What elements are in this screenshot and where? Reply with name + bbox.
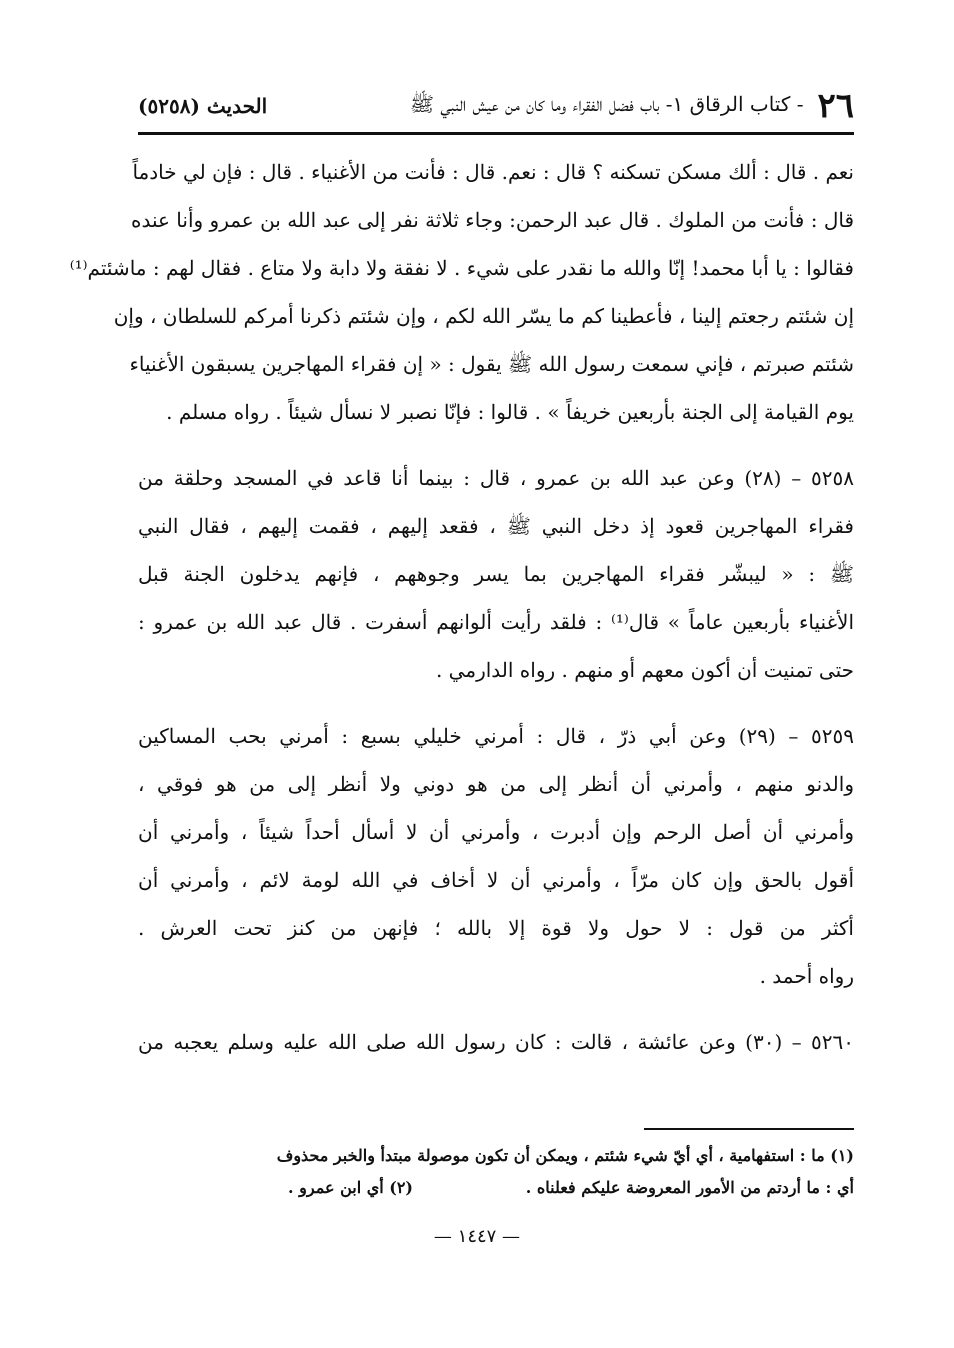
- hadith-5259-line: ٥٢٥٩ – (٢٩) وعن أبي ذرّ ، قال : أمرني خليلي بسبع : أمرني بحب المساكين: [138, 724, 854, 748]
- hadith-5260-line: ٥٢٦٠ – (٣٠) وعن عائشة ، قالت : كان رسول الله صلى الله عليه وسلم يعجبه من: [138, 1030, 854, 1054]
- text-line: الأغنياء بأربعين عاماً » قال⁽¹⁾ : فلقد رأيت ألوانهم أسفرت . قال عبد الله بن عمرو :: [138, 610, 854, 634]
- paragraph-gap: [138, 436, 854, 454]
- text-line: أقول بالحق وإن كان مرّاً ، وأمرني أن لا أخاف في الله لومة لائم ، وأمرني أن: [138, 868, 854, 892]
- text-line: أكثر من قول : لا حول ولا قوة إلا بالله ؛ فإنهن من كنز تحت العرش .: [138, 916, 854, 940]
- chapter-number: ٢٦: [817, 86, 854, 126]
- hadith-reference: الحديث (٥٢٥٨): [138, 94, 268, 118]
- footnote-2: (٢) أي ابن عمرو .: [288, 1178, 413, 1197]
- text-line: إن شئتم رجعتم إلينا ، فأعطينا كم ما يسّر الله لكم ، وإن شئتم ذكرنا أمركم للسلطان ، وإن: [113, 304, 854, 328]
- main-text: [69, 148, 854, 1066]
- text-line: يوم القيامة إلى الجنة بأربعين خريفاً » . قالوا : فإنّا نصبر لا نسأل شيئاً . رواه مسلم .: [166, 400, 854, 424]
- header-divider: [138, 132, 854, 135]
- paragraph-gap: [138, 1000, 854, 1018]
- text-line: رواه أحمد .: [759, 964, 854, 988]
- hadith-5258-line: ٥٢٥٨ – (٢٨) وعن عبد الله بن عمرو ، قال : بينما أنا قاعد في المسجد وحلقة من: [138, 466, 854, 490]
- text-line: نعم . قال : ألك مسكن تسكنه ؟ قال : نعم. قال : فأنت من الأغنياء . قال : فإن لي خادماً: [132, 160, 854, 184]
- footnote-row: [138, 1172, 854, 1204]
- text-line: فقراء المهاجرين قعود إذ دخل النبي ﷺ ، فقعد إليهم ، فقمت إليهم ، فقال النبي: [138, 514, 854, 538]
- text-line: حتى تمنيت أن أكون معهم أو منهم . رواه الدارمي .: [435, 658, 854, 682]
- paragraph-gap: [138, 694, 854, 712]
- text-line: قال : فأنت من الملوك . قال عبد الرحمن: وجاء ثلاثة نفر إلى عبد الله بن عمرو وأنا عنده: [131, 208, 854, 232]
- text-line: شئتم صبرتم ، فإني سمعت رسول الله ﷺ يقول : « إن فقراء المهاجرين يسبقون الأغنياء: [129, 352, 854, 376]
- text-line: فقالوا : يا أبا محمد! إنّا والله ما نقدر على شيء . لا نفقة ولا دابة ولا متاع . فقال لهم : ماشئتم⁽¹⁾: [69, 256, 854, 280]
- text-line: والدنو منهم ، وأمرني أن أنظر إلى من هو دوني ولا أنظر إلى من هو فوقي ،: [138, 772, 854, 796]
- footnotes: [138, 1140, 854, 1204]
- footnote-1: (١) ما : استفهامية ، أي أيّ شيء شئتم ، ويمكن أن تكون موصولة مبتدأ والخبر محذوف: [276, 1146, 854, 1165]
- footnote-1-continued: أي : ما أردتم من الأمور المعروضة عليكم فعلناه .: [525, 1178, 854, 1197]
- page-number: — ١٤٤٧ —: [433, 1226, 521, 1247]
- footnote-divider: [644, 1128, 854, 1130]
- running-header: [138, 84, 854, 128]
- text-line: ﷺ : « ليبشّر فقراء المهاجرين بما يسر وجوههم ، فإنهم يدخلون الجنة قبل: [138, 562, 854, 586]
- text-line: وأمرني أن أصل الرحم وإن أدبرت ، وأمرني أن لا أسأل أحداً شيئاً ، وأمرني أن: [138, 820, 854, 844]
- chapter-title: - كتاب الرقاق ١- باب فضل الفقراء وما كان من عيش النبي ﷺ: [409, 91, 804, 116]
